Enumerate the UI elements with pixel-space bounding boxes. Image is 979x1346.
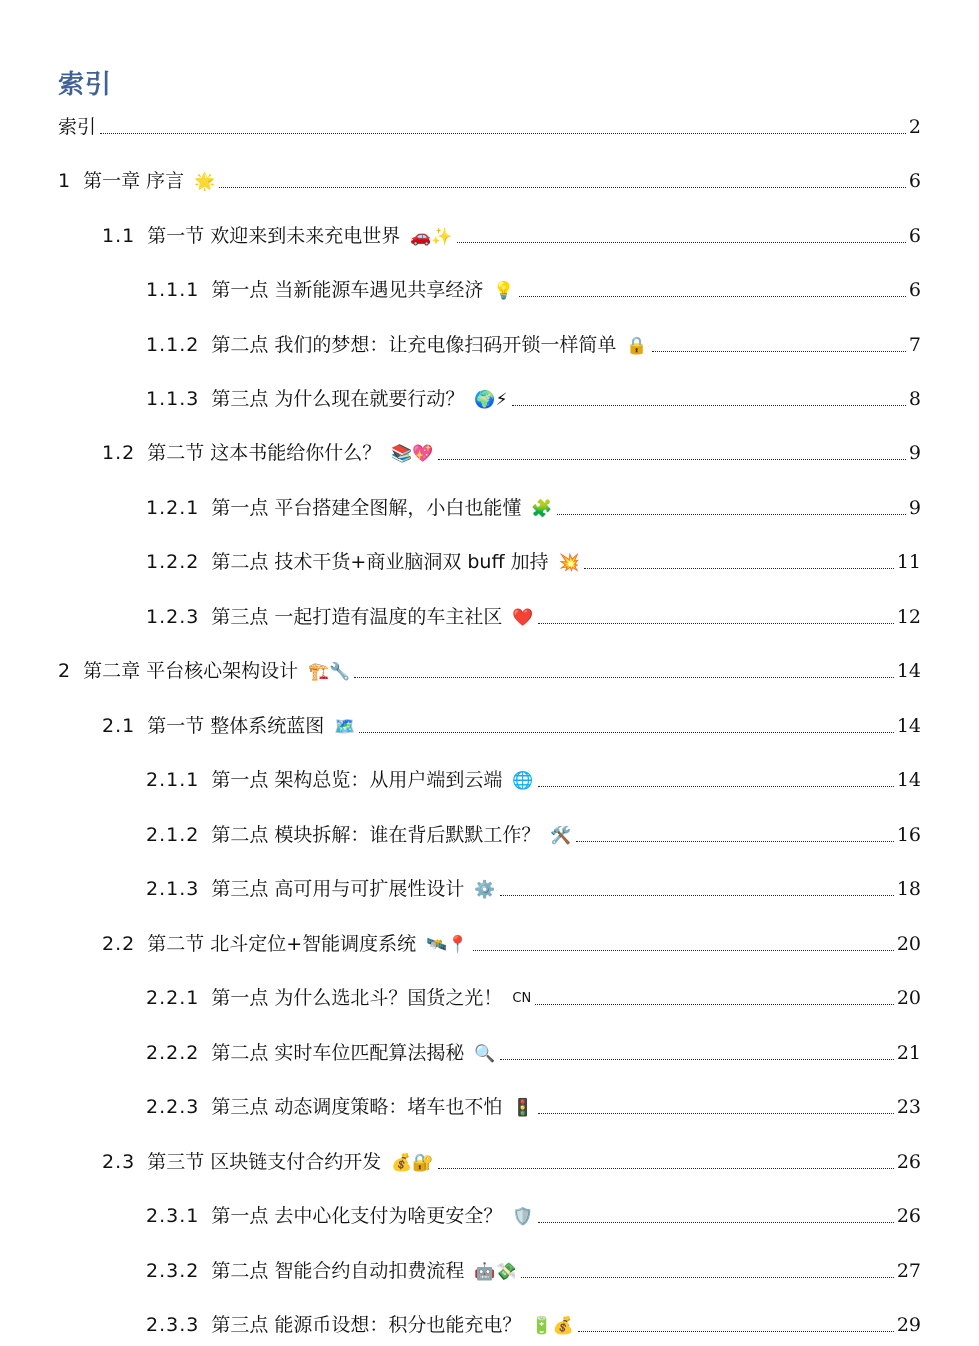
toc-page-number: 21 xyxy=(896,1042,921,1064)
toc-entry-point[interactable] xyxy=(146,1036,921,1066)
toc-entry-point[interactable] xyxy=(146,491,921,521)
toc-leader-dots xyxy=(584,567,894,569)
toc-leader-dots xyxy=(535,1003,894,1005)
toc-leader-dots xyxy=(438,1167,894,1169)
toc-entry-point[interactable] xyxy=(146,872,921,902)
toc-entry-number: 1 xyxy=(58,170,72,192)
toc-entry-point[interactable] xyxy=(146,1308,921,1338)
toc-entry-text: 第三点 一起打造有温度的车主社区 xyxy=(211,606,503,628)
toc-entry-number: 2.2.3 xyxy=(146,1096,200,1118)
toc-entry-number: 2 xyxy=(58,660,72,682)
crane-wrench-icon: 🏗️🔧 xyxy=(308,662,351,682)
lightbulb-icon: 💡 xyxy=(493,281,515,301)
toc-entry-number: 2.2.1 xyxy=(146,987,200,1009)
toc-page-number: 6 xyxy=(908,279,921,301)
toc-entry-text: 第二点 我们的梦想：让充电像扫码开锁一样简单 xyxy=(211,334,617,356)
toc-leader-dots xyxy=(473,949,894,951)
toc-leader-dots xyxy=(576,840,894,842)
toc-leader-dots xyxy=(457,241,906,243)
toc-page-number: 20 xyxy=(896,933,921,955)
toc-entry-point[interactable] xyxy=(146,1090,921,1120)
toc-page-number: 8 xyxy=(908,388,921,410)
toc-entry-point[interactable] xyxy=(146,1254,921,1284)
map-icon: 🗺️ xyxy=(334,717,356,737)
toc-page-number: 26 xyxy=(896,1205,921,1227)
toc-entry-point[interactable] xyxy=(146,382,921,412)
toc-leader-dots xyxy=(538,785,894,787)
toc-entry-number: 1.1 xyxy=(102,225,136,247)
toc-leader-dots xyxy=(219,186,906,188)
toc-entry-text: 第二章 平台核心架构设计 xyxy=(83,660,299,682)
toc-entry-text: 第二点 智能合约自动扣费流程 xyxy=(211,1260,465,1282)
toc-leader-dots xyxy=(438,458,906,460)
toc-page-number: 14 xyxy=(896,715,921,737)
toc-entry-number: 1.1.3 xyxy=(146,388,200,410)
toc-entry-number: 2.2.2 xyxy=(146,1042,200,1064)
toc-entry-number: 1.2.1 xyxy=(146,497,200,519)
robot-money-icon: 🤖💸 xyxy=(474,1262,517,1282)
toc-leader-dots xyxy=(519,295,906,297)
toc-entry-number: 2.1.3 xyxy=(146,878,200,900)
toc-entry-chapter[interactable] xyxy=(58,164,921,194)
battery-moneybag-icon: 🔋💰 xyxy=(531,1316,574,1336)
star-icon: 🌟 xyxy=(194,172,216,192)
toc-entry-text: 索引 xyxy=(58,116,97,138)
toc-entry-text: 第一点 为什么选北斗？国货之光！ xyxy=(211,987,503,1009)
toc-leader-dots xyxy=(512,404,906,406)
cn-flag-icon: CN xyxy=(512,991,532,1006)
toc-entry-text: 第一点 去中心化支付为啥更安全？ xyxy=(211,1205,503,1227)
toc-entry-number: 2.1 xyxy=(102,715,136,737)
toc-page-number: 7 xyxy=(908,334,921,356)
toc-leader-dots xyxy=(538,1112,894,1114)
toc-page-number: 6 xyxy=(908,225,921,247)
toc-entry-point[interactable] xyxy=(146,545,921,575)
tools-icon: 🛠️ xyxy=(550,826,572,846)
toc-entry-number: 1.1.1 xyxy=(146,279,200,301)
toc-entry-number: 2.2 xyxy=(102,933,136,955)
toc-entry-number: 1.2 xyxy=(102,442,136,464)
toc-entry-text: 第一点 当新能源车遇见共享经济 xyxy=(211,279,484,301)
globe-grid-icon: 🌐 xyxy=(512,771,534,791)
toc-entry-section[interactable] xyxy=(102,219,921,249)
toc-entry-index[interactable] xyxy=(58,110,921,140)
heart-icon: ❤️ xyxy=(512,608,534,628)
toc-page-number: 14 xyxy=(896,660,921,682)
magnifier-icon: 🔍 xyxy=(474,1044,496,1064)
toc-page-number: 12 xyxy=(896,606,921,628)
toc-page-number: 2 xyxy=(908,116,921,138)
toc-leader-dots xyxy=(578,1330,894,1332)
toc-entry-section[interactable] xyxy=(102,927,921,957)
toc-entry-section[interactable] xyxy=(102,1145,921,1175)
toc-entry-text: 第三节 区块链支付合约开发 xyxy=(147,1151,382,1173)
toc-entry-text: 第二点 技术干货+商业脑洞双 buff 加持 xyxy=(211,551,549,573)
toc-entry-text: 第三点 高可用与可扩展性设计 xyxy=(211,878,465,900)
toc-entry-point[interactable] xyxy=(146,981,921,1011)
toc-page-number: 29 xyxy=(896,1314,921,1336)
toc-page-number: 9 xyxy=(908,442,921,464)
toc-entry-text: 第一点 架构总览：从用户端到云端 xyxy=(211,769,503,791)
toc-leader-dots xyxy=(354,676,893,678)
toc-entry-number: 2.3.3 xyxy=(146,1314,200,1336)
toc-entry-text: 第二点 实时车位匹配算法揭秘 xyxy=(211,1042,465,1064)
toc-entry-number: 1.2.2 xyxy=(146,551,200,573)
page-title: 索引 xyxy=(58,70,113,100)
toc-leader-dots xyxy=(500,1058,894,1060)
toc-entry-chapter[interactable] xyxy=(58,654,921,684)
toc-page-number: 9 xyxy=(908,497,921,519)
toc-leader-dots xyxy=(557,513,906,515)
toc-page-number: 26 xyxy=(896,1151,921,1173)
toc-entry-text: 第二节 北斗定位+智能调度系统 xyxy=(147,933,417,955)
toc-page-number: 27 xyxy=(896,1260,921,1282)
satellite-pin-icon: 🛰️📍 xyxy=(426,935,469,955)
toc-entry-number: 2.1.2 xyxy=(146,824,200,846)
toc-entry-text: 第一点 平台搭建全图解，小白也能懂 xyxy=(211,497,522,519)
toc-entry-number: 2.3.1 xyxy=(146,1205,200,1227)
books-heart-icon: 📚💖 xyxy=(391,444,434,464)
toc-entry-point[interactable] xyxy=(146,1199,921,1229)
toc-leader-dots xyxy=(538,1221,894,1223)
toc-entry-point[interactable] xyxy=(146,763,921,793)
moneybag-lock-icon: 💰🔐 xyxy=(391,1153,434,1173)
toc-leader-dots xyxy=(359,731,893,733)
lock-icon: 🔒 xyxy=(626,336,648,356)
toc-entry-text: 第一章 序言 xyxy=(83,170,185,192)
toc-entry-number: 1.2.3 xyxy=(146,606,200,628)
toc-leader-dots xyxy=(538,622,894,624)
toc-entry-section[interactable] xyxy=(102,436,921,466)
toc-entry-text: 第一节 欢迎来到未来充电世界 xyxy=(147,225,401,247)
toc-entry-text: 第三点 动态调度策略：堵车也不怕 xyxy=(211,1096,503,1118)
toc-page-number: 20 xyxy=(896,987,921,1009)
toc-page-number: 18 xyxy=(896,878,921,900)
shield-icon: 🛡️ xyxy=(512,1207,534,1227)
toc-entry-point[interactable] xyxy=(146,273,921,303)
puzzle-icon: 🧩 xyxy=(531,499,553,519)
globe-lightning-icon: 🌍⚡ xyxy=(474,390,508,410)
toc-entry-number: 2.3 xyxy=(102,1151,136,1173)
toc-entry-text: 第二点 模块拆解：谁在背后默默工作？ xyxy=(211,824,541,846)
toc-entry-section[interactable] xyxy=(102,709,921,739)
collision-icon: 💥 xyxy=(558,553,580,573)
toc-entry-point[interactable] xyxy=(146,600,921,630)
toc-page-number: 14 xyxy=(896,769,921,791)
toc-entry-text: 第二节 这本书能给你什么？ xyxy=(147,442,382,464)
toc-entry-number: 2.3.2 xyxy=(146,1260,200,1282)
toc-entry-text: 第三点 为什么现在就要行动？ xyxy=(211,388,465,410)
toc-entry-point[interactable] xyxy=(146,328,921,358)
toc-entry-number: 2.1.1 xyxy=(146,769,200,791)
toc-page-number: 6 xyxy=(908,170,921,192)
traffic-light-icon: 🚦 xyxy=(512,1098,534,1118)
toc-page-number: 23 xyxy=(896,1096,921,1118)
gear-icon: ⚙️ xyxy=(474,880,496,900)
toc-entry-text: 第一节 整体系统蓝图 xyxy=(147,715,325,737)
toc-page-number: 16 xyxy=(896,824,921,846)
toc-entry-number: 1.1.2 xyxy=(146,334,200,356)
toc-leader-dots xyxy=(521,1276,894,1278)
toc-leader-dots xyxy=(500,894,894,896)
toc-page-number: 11 xyxy=(896,551,921,573)
toc-leader-dots xyxy=(100,132,906,134)
toc-entry-text: 第三点 能源币设想：积分也能充电？ xyxy=(211,1314,522,1336)
car-sparkles-icon: 🚗✨ xyxy=(410,227,453,247)
toc-entry-point[interactable] xyxy=(146,818,921,848)
toc-leader-dots xyxy=(652,350,906,352)
